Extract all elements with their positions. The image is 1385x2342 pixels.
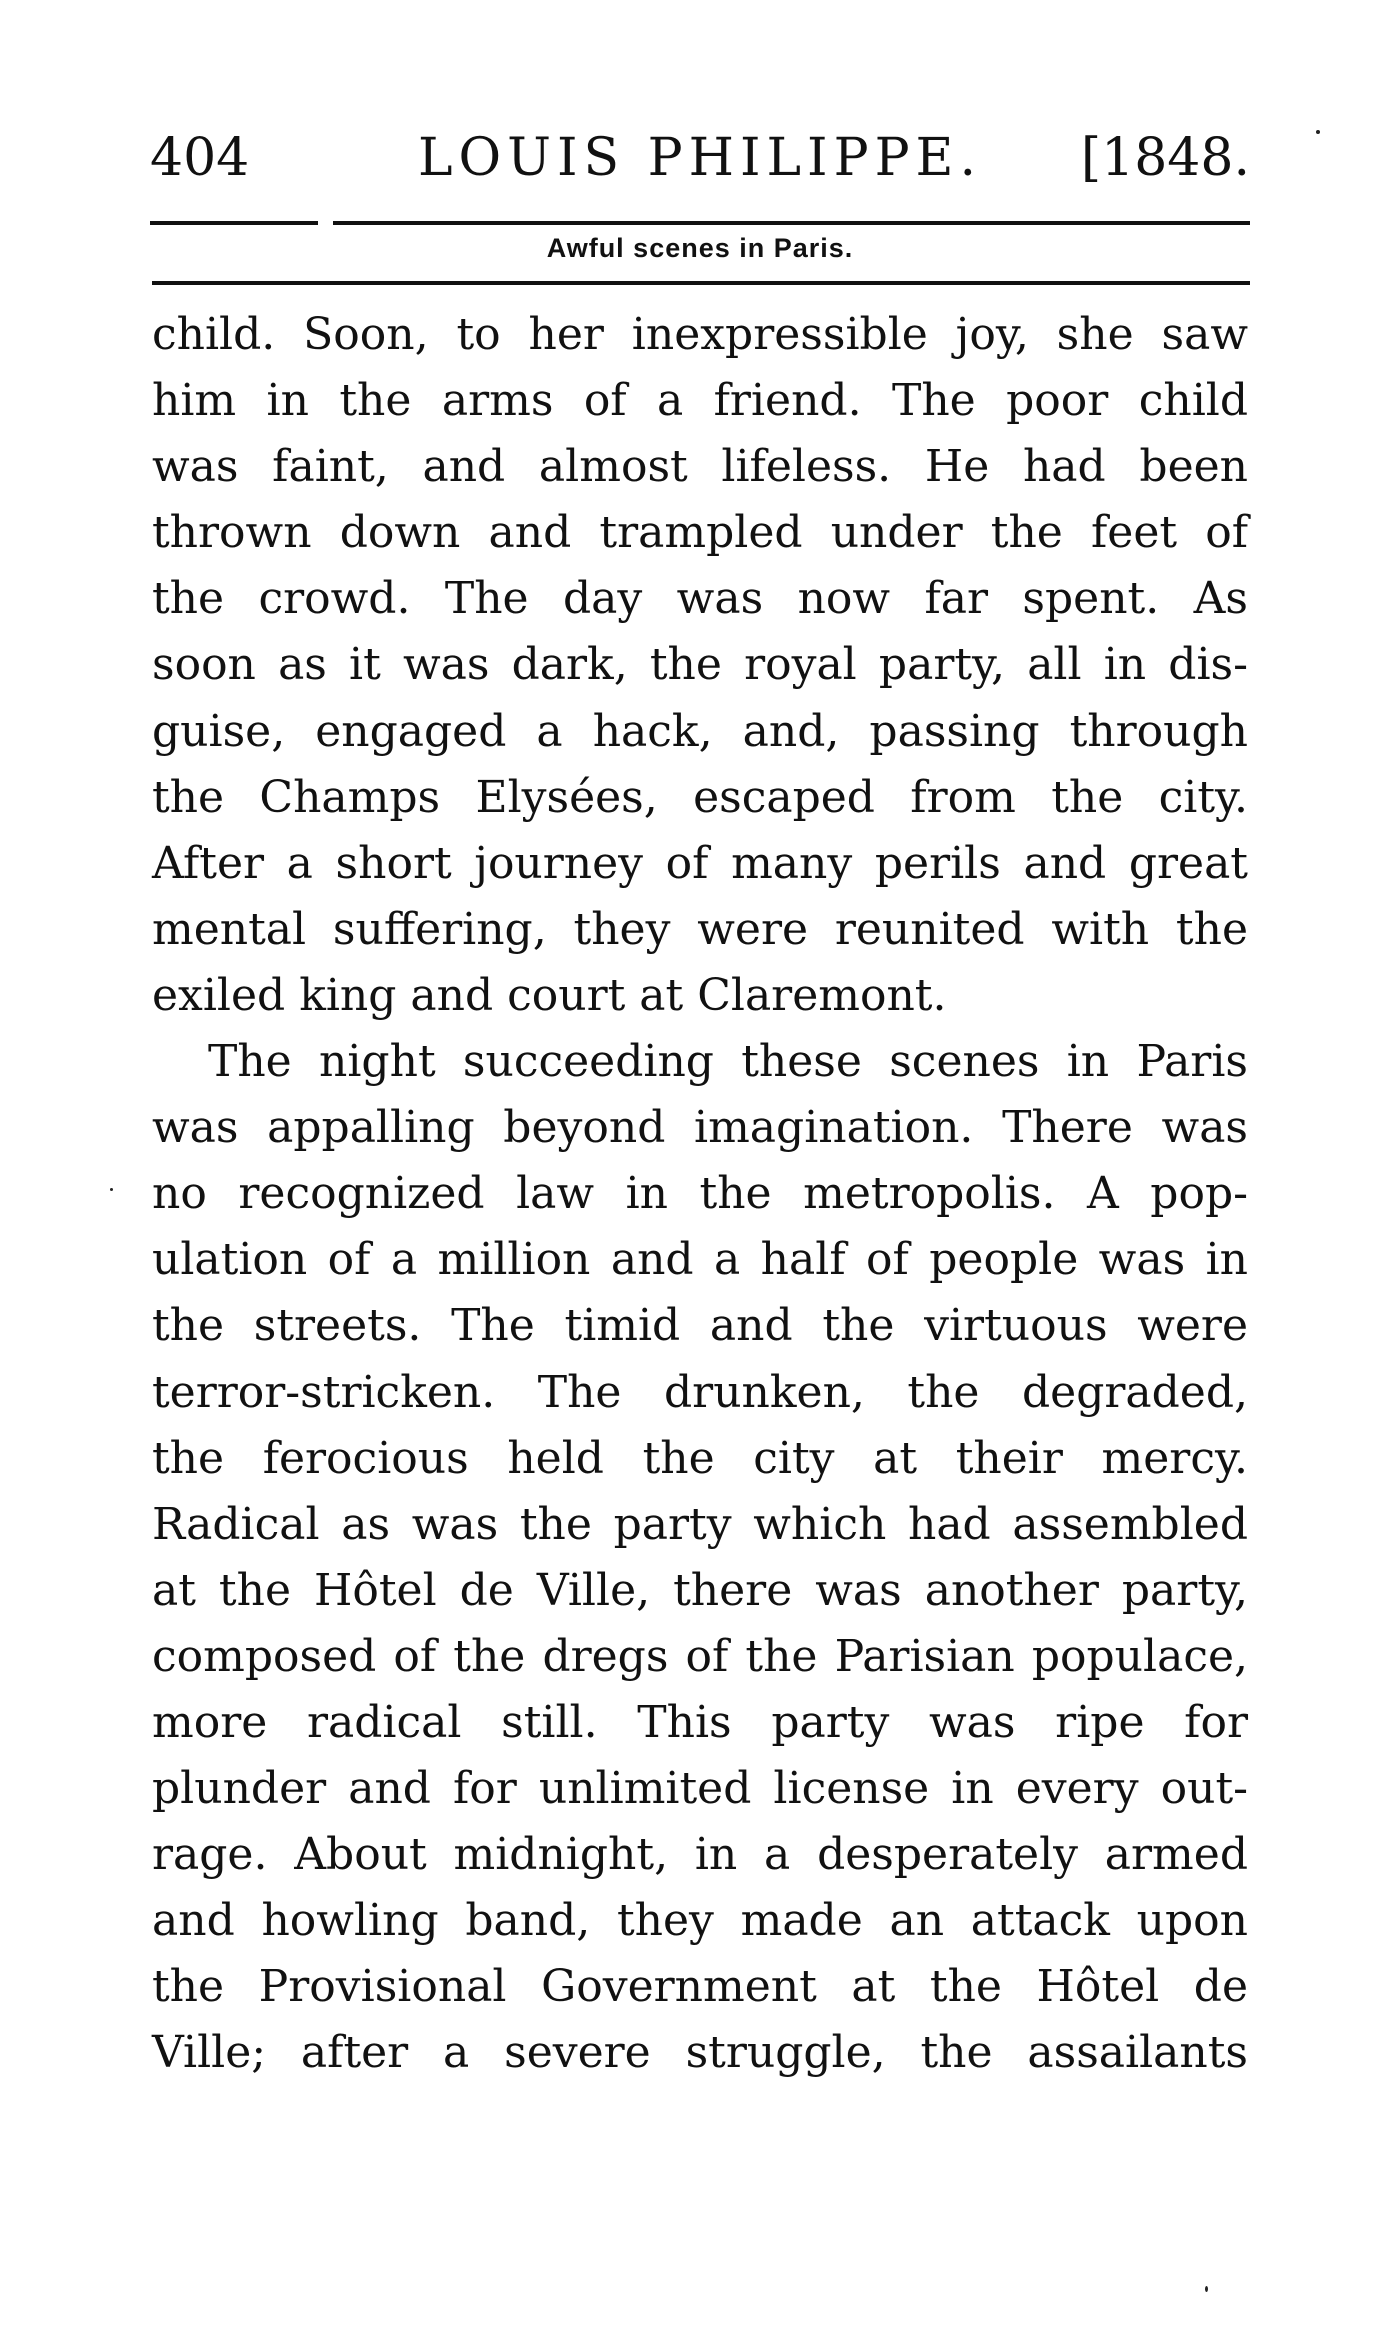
text-line: composed of the dregs of the Parisian populace, xyxy=(152,1630,1248,1682)
subhead-rule xyxy=(152,281,1250,285)
header-rule-right xyxy=(333,221,1250,225)
text-line: more radical still. This party was ripe for xyxy=(152,1696,1248,1748)
running-year: [1848. xyxy=(1080,128,1250,188)
text-line: the ferocious held the city at their mercy. xyxy=(152,1432,1248,1484)
running-head xyxy=(150,118,1250,198)
text-line: thrown down and trampled under the feet of xyxy=(152,507,1248,559)
text-line: no recognized law in the metropolis. A pop- xyxy=(152,1168,1248,1220)
running-title: LOUIS PHILIPPE. xyxy=(417,128,983,188)
text-line: mental suffering, they were reunited with the xyxy=(152,903,1248,955)
text-line: the crowd. The day was now far spent. As xyxy=(152,573,1248,625)
ink-speck xyxy=(110,1188,113,1191)
text-line: soon as it was dark, the royal party, all in dis- xyxy=(152,639,1248,691)
ink-speck xyxy=(1205,2286,1208,2292)
body-text xyxy=(152,302,1248,2087)
text-line: terror-stricken. The drunken, the degraded, xyxy=(152,1366,1248,1418)
header-rule-left xyxy=(150,221,318,225)
text-line: ulation of a million and a half of people was in xyxy=(152,1234,1248,1286)
text-line: the Provisional Government at the Hôtel de xyxy=(152,1961,1248,2013)
text-line: was faint, and almost lifeless. He had been xyxy=(152,441,1248,493)
section-subhead: Awful scenes in Paris. xyxy=(546,233,854,263)
ink-speck xyxy=(1316,130,1320,134)
text-line: The night succeeding these scenes in Paris xyxy=(208,1036,1248,1088)
text-line: rage. About midnight, in a desperately armed xyxy=(152,1829,1248,1881)
text-line: was appalling beyond imagination. There was xyxy=(152,1102,1248,1154)
text-line: the streets. The timid and the virtuous were xyxy=(152,1300,1248,1352)
text-line: him in the arms of a friend. The poor child xyxy=(152,375,1248,427)
text-line: guise, engaged a hack, and, passing through xyxy=(152,705,1248,757)
text-line: the Champs Elysées, escaped from the city. xyxy=(152,771,1248,823)
text-line: exiled king and court at Claremont. xyxy=(152,969,947,1021)
text-line: child. Soon, to her inexpressible joy, she saw xyxy=(152,309,1248,360)
page-number: 404 xyxy=(150,128,250,188)
text-line: Radical as was the party which had assembled xyxy=(152,1498,1248,1550)
text-line: at the Hôtel de Ville, there was another party, xyxy=(152,1564,1248,1616)
text-line: plunder and for unlimited license in every out- xyxy=(152,1763,1248,1815)
text-line: After a short journey of many perils and great xyxy=(152,837,1248,889)
text-line: and howling band, they made an attack upon xyxy=(152,1895,1248,1947)
text-line: Ville; after a severe struggle, the assailants xyxy=(152,2027,1248,2079)
